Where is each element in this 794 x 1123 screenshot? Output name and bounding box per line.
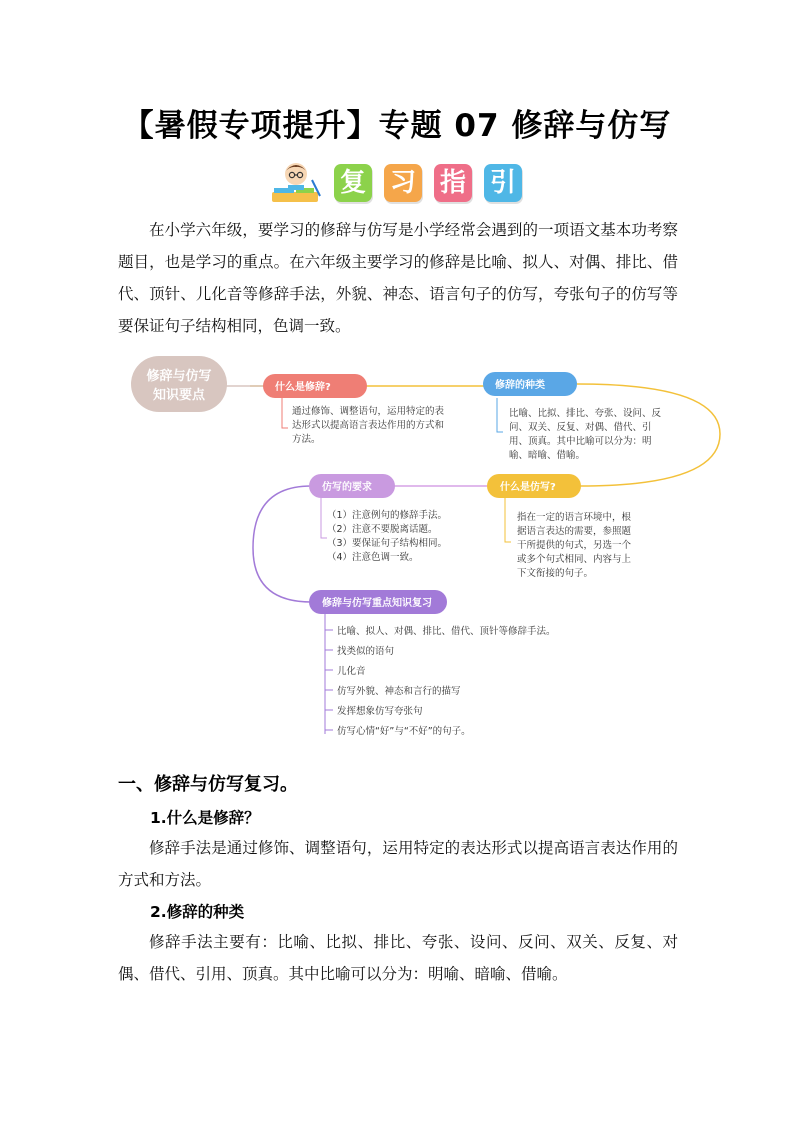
imitation-requirement-line: （4）注意色调一致。 (327, 552, 419, 563)
key-review-item: 仿写心情“好”与“不好”的句子。 (337, 726, 471, 737)
subsection-heading-1: 1.什么是修辞？ (150, 809, 260, 827)
mindmap-root-line2: 知识要点 (152, 388, 206, 403)
banner-tiles (334, 164, 522, 202)
what-is-imitation-line: 指在一定的语言环境中，根 (517, 512, 632, 523)
what-is-imitation-line: 下文衔接的句子。 (517, 568, 594, 579)
what-is-rhetoric-line: 方法。 (292, 434, 321, 445)
node-what-is-imitation (487, 474, 581, 498)
what-is-imitation-line: 干所提供的句式，另选一个 (517, 540, 632, 551)
imitation-requirement-line: （2）注意不要脱离话题。 (327, 524, 438, 535)
section-heading: 一、修辞与仿写复习。 (118, 774, 298, 795)
rhetoric-types-line: 喻、暗喻、借喻。 (509, 450, 586, 461)
imitation-requirement-line: （1）注意例句的修辞手法。 (327, 510, 448, 521)
review-guide-banner (268, 158, 528, 206)
node-what-is-rhetoric-label: 什么是修辞? (275, 382, 331, 393)
mindmap-root-node (131, 356, 227, 412)
node-what-is-rhetoric (263, 374, 367, 398)
key-review-item: 找类似的语句 (337, 646, 395, 657)
banner-tile: 引 (484, 164, 522, 202)
what-is-rhetoric-line: 达形式以提高语言表达作用的方式和 (292, 420, 445, 431)
banner-tile: 指 (434, 164, 472, 202)
rhetoric-types-line: 用、顶真。其中比喻可以分为：明 (509, 436, 652, 447)
mindmap-root-line1: 修辞与仿写 (146, 369, 212, 384)
page-title: 【暑假专项提升】专题 07 修辞与仿写 (122, 108, 672, 144)
what-is-rhetoric-line: 通过修饰、调整语句，运用特定的表 (292, 406, 445, 417)
rhetoric-types-line: 比喻、比拟、排比、夸张、设问、反 (509, 408, 662, 419)
student-reading-icon (268, 158, 328, 206)
banner-tile: 复 (334, 164, 372, 202)
node-imitation-requirements-label: 仿写的要求 (322, 482, 372, 493)
node-what-is-imitation-label: 什么是仿写? (500, 482, 556, 493)
key-review-item: 仿写外貌、神态和言行的描写 (337, 686, 461, 697)
subsection-1-text: 修辞手法是通过修饰、调整语句，运用特定的表达形式以提高语言表达作用的方式和方法。 (118, 839, 678, 889)
banner-tile: 习 (384, 164, 422, 202)
key-review-item: 比喻、拟人、对偶、排比、借代、顶针等修辞手法。 (337, 626, 556, 637)
subsection-heading-2: 2.修辞的种类 (150, 903, 245, 921)
node-key-review-label: 修辞与仿写重点知识复习 (322, 598, 432, 609)
key-review-item: 发挥想象仿写夸张句 (337, 706, 423, 717)
subsection-2-text: 修辞手法主要有：比喻、比拟、排比、夸张、设问、反问、双关、反复、对偶、借代、引用、顶真。其中比喻可以分为：明喻、暗喻、借喻。 (118, 933, 678, 983)
knowledge-mindmap (125, 352, 735, 752)
node-imitation-requirements (309, 474, 395, 498)
imitation-requirement-line: （3）要保证句子结构相同。 (327, 538, 448, 549)
node-rhetoric-types-label: 修辞的种类 (495, 380, 545, 391)
node-rhetoric-types (483, 372, 577, 396)
rhetoric-types-line: 问、双关、反复、对偶、借代、引 (509, 422, 652, 433)
what-is-imitation-line: 据语言表达的需要，参照题 (517, 526, 632, 537)
node-key-review (309, 590, 447, 614)
key-review-item: 儿化音 (337, 666, 366, 677)
what-is-imitation-line: 或多个句式相同、内容与上 (517, 554, 632, 565)
intro-paragraph: 在小学六年级，要学习的修辞与仿写是小学经常会遇到的一项语文基本功考察题目，也是学习的重点。在六年级主要学习的修辞是比喻、拟人、对偶、排比、借代、顶针、儿化音等修辞手法，外貌、神态、语言句子的仿写，夸张句子的仿写等要保证句子结构相同，色调一致。 (118, 221, 678, 335)
